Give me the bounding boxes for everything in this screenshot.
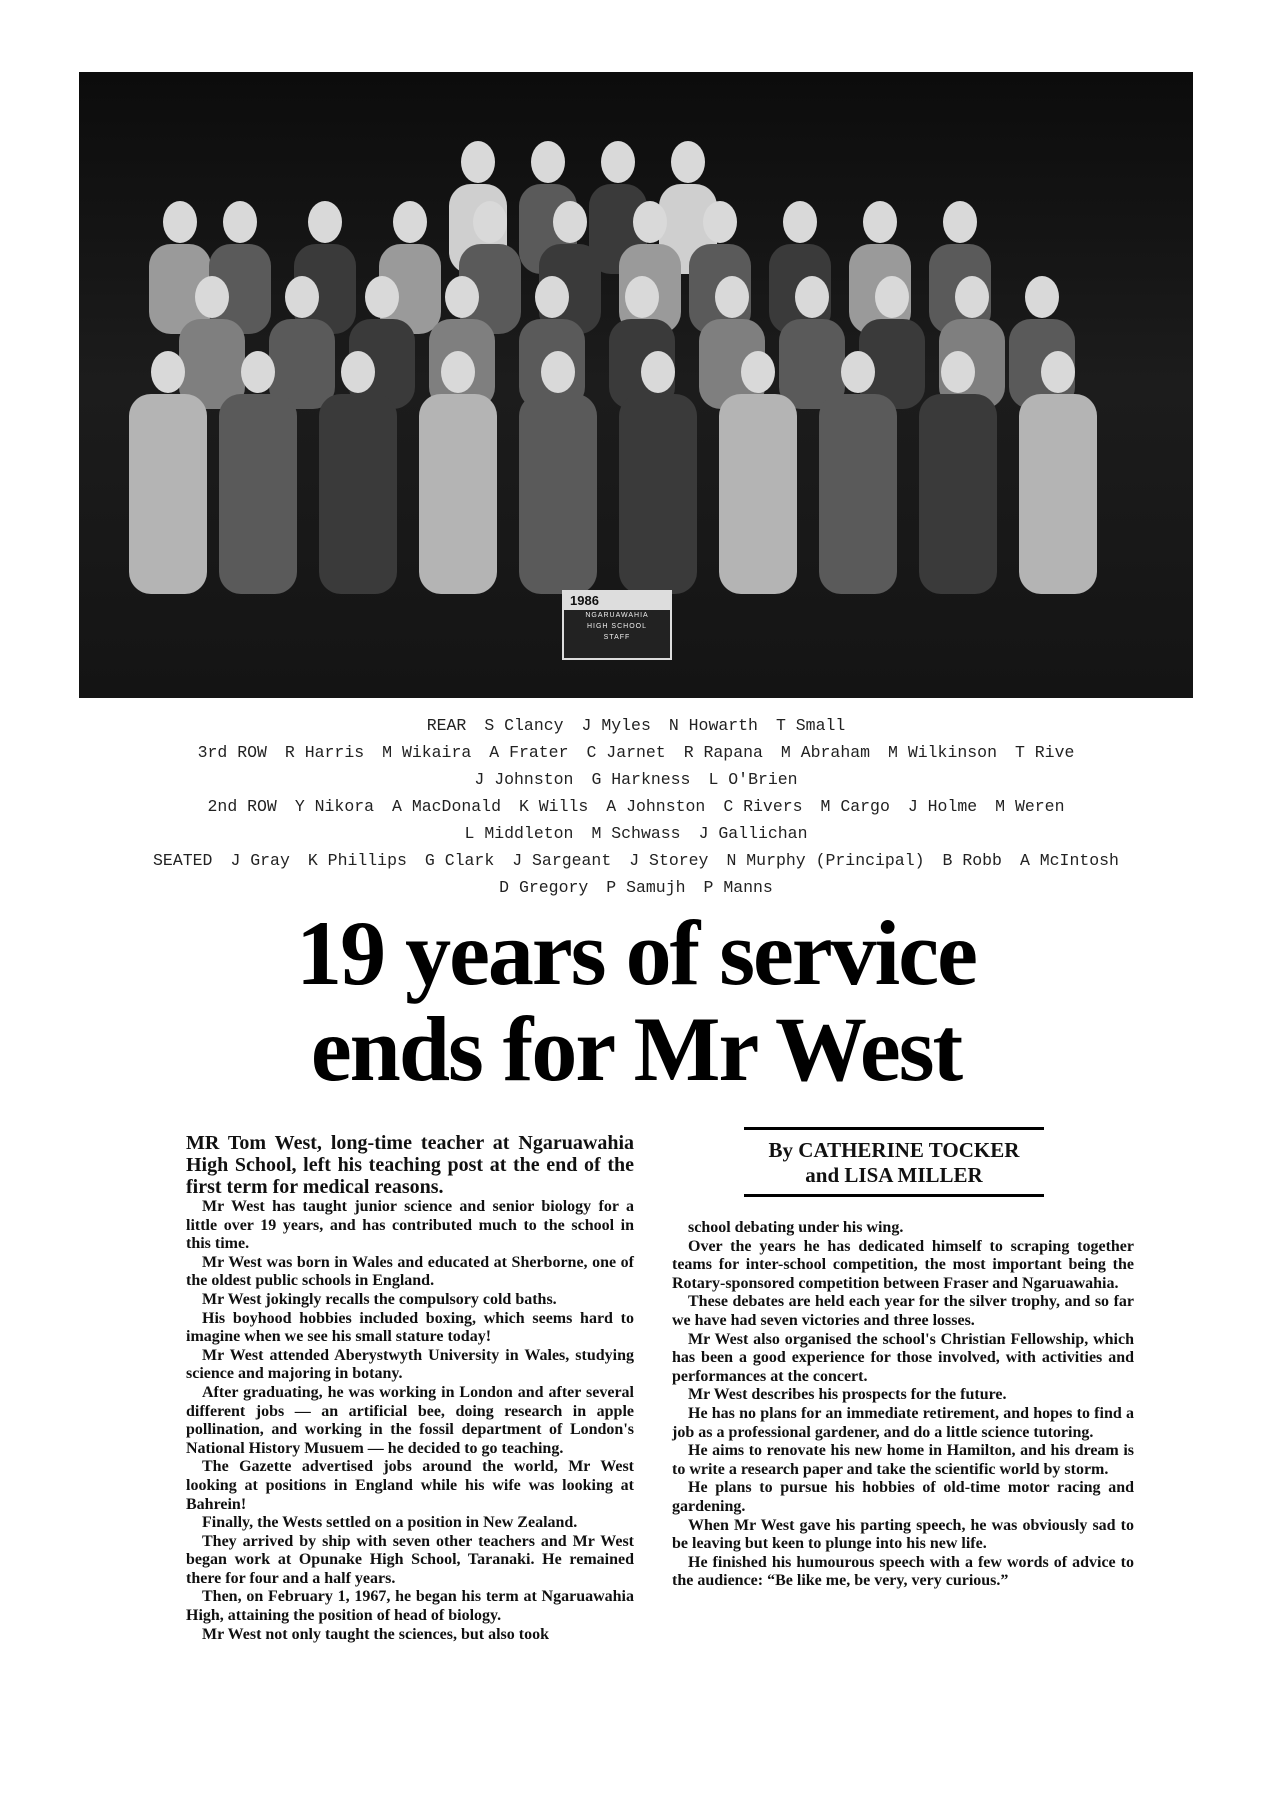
article-paragraph: After graduating, he was working in London and after several different jobs — an artificial bee, doing research in apple pollination, and working in the fossil department of London's National History Musuem — he decided to go teaching. — [186, 1383, 634, 1457]
caption-name: T Rive — [1014, 743, 1075, 762]
photo-person-head — [715, 276, 749, 318]
headline-line-1: 19 years of service — [296, 902, 976, 1004]
article-paragraph: Mr West also organised the school's Christian Fellowship, which has been a good experience for those involved, with activities and performances at the concert. — [672, 1330, 1134, 1385]
photo-person-head — [241, 351, 275, 393]
caption-name: J Sargeant — [512, 851, 612, 870]
photo-person-head — [633, 201, 667, 243]
article-paragraph: Then, on February 1, 1967, he began his term at Ngaruawahia High, attaining the position of head of biology. — [186, 1588, 634, 1625]
caption-name: J Johnston — [474, 770, 574, 789]
caption-name: Y Nikora — [294, 797, 375, 816]
photo-person-body — [419, 394, 497, 594]
caption-name: P Manns — [703, 878, 773, 897]
caption-name: C Rivers — [723, 797, 803, 816]
article-paragraph: He has no plans for an immediate retirement, and hopes to find a job as a professional gardener, and do a little science tutoring. — [672, 1404, 1134, 1441]
article-paragraph: Mr West attended Aberystwyth University in Wales, studying science and majoring in botany. — [186, 1346, 634, 1383]
caption-row — [60, 766, 1212, 793]
caption-name: G Clark — [424, 851, 495, 870]
photo-person-body — [1019, 394, 1097, 594]
caption-row — [60, 712, 1212, 739]
photo-person-head — [151, 351, 185, 393]
article-paragraph: Mr West has taught junior science and senior biology for a little over 19 years, and has contributed much to the school in this time. — [186, 1198, 634, 1253]
article-paragraph: His boyhood hobbies included boxing, which seems hard to imagine when we see his small stature today! — [186, 1309, 634, 1346]
photo-person-head — [365, 276, 399, 318]
caption-name: A Johnston — [606, 797, 706, 816]
caption-row-label: REAR — [426, 716, 467, 735]
caption-name: K Phillips — [307, 851, 407, 870]
photo-sign-line: NGARUAWAHIA — [585, 612, 649, 619]
photo-person-body — [619, 394, 697, 594]
photo-person-head — [783, 201, 817, 243]
caption-name: J Holme — [907, 797, 978, 816]
photo-person-head — [875, 276, 909, 318]
caption-name: R Harris — [284, 743, 365, 762]
caption-row-label: SEATED — [153, 851, 213, 870]
caption-name: G Harkness — [591, 770, 691, 789]
article-paragraph: school debating under his wing. — [688, 1219, 904, 1236]
article-column-1 — [186, 1132, 634, 1644]
caption-name: R Rapana — [683, 743, 763, 762]
headline — [90, 902, 1182, 1100]
photo-person-head — [671, 141, 705, 183]
caption-name: C Jarnet — [586, 743, 666, 762]
photo-person-head — [703, 201, 737, 243]
photo-person-head — [163, 201, 197, 243]
caption-name: D Gregory — [499, 878, 589, 897]
article-paragraph: He finished his humourous speech with a few words of advice to the audience: “Be like me, be very, very curious.” — [672, 1553, 1134, 1590]
caption-name: M Cargo — [820, 797, 890, 816]
caption-row — [60, 739, 1212, 766]
photo-person-head — [943, 201, 977, 243]
photo-person-head — [195, 276, 229, 318]
photo-person-head — [445, 276, 479, 318]
caption-name: L Middleton — [464, 824, 574, 843]
photo-person-head — [1041, 351, 1075, 393]
photo-person-head — [531, 141, 565, 183]
caption-name: M Weren — [995, 797, 1065, 816]
photo-person-head — [1025, 276, 1059, 318]
caption-name: P Samujh — [606, 878, 686, 897]
article-paragraph: Finally, the Wests settled on a position in New Zealand. — [202, 1514, 578, 1532]
caption-name: N Howarth — [668, 716, 758, 735]
caption-name: A McIntosh — [1019, 851, 1119, 870]
article-paragraph: Mr West describes his prospects for the future. — [688, 1386, 1007, 1404]
photo-person-head — [553, 201, 587, 243]
caption-name: A Frater — [489, 743, 569, 762]
caption-name: B Robb — [942, 851, 1002, 870]
caption-name: M Wilkinson — [888, 743, 997, 762]
photo-person-head — [341, 351, 375, 393]
photo-person-body — [519, 394, 597, 594]
article-paragraph: They arrived by ship with seven other teachers and Mr West began work at Opunake High School, Taranaki. He remained there for four and a half years. — [186, 1532, 634, 1587]
article-paragraph: Mr West not only taught the sciences, but also took — [202, 1625, 549, 1643]
article-paragraph: MR Tom West, long-time teacher at Ngaruawahia High School, left his teaching post at the end of the first term for medical reasons. — [186, 1132, 634, 1198]
photo-person-head — [535, 276, 569, 318]
caption-row — [60, 847, 1212, 874]
photo-person-head — [473, 201, 507, 243]
photo-person-head — [601, 141, 635, 183]
caption-name: J Gallichan — [698, 824, 808, 843]
photo-person-head — [741, 351, 775, 393]
photo-person-head — [308, 201, 342, 243]
article-paragraph: He plans to pursue his hobbies of old-time motor racing and gardening. — [672, 1479, 1134, 1515]
caption-name: S Clancy — [484, 716, 564, 735]
photo-sign-board — [562, 590, 672, 660]
byline — [744, 1127, 1044, 1197]
caption-name: T Small — [775, 716, 846, 735]
caption-name: N Murphy (Principal) — [726, 851, 925, 870]
photo-person-body — [319, 394, 397, 594]
photo-person-head — [285, 276, 319, 318]
photo-person-body — [919, 394, 997, 594]
staff-group-photo — [79, 72, 1193, 698]
caption-name: M Abraham — [780, 743, 871, 762]
caption-row-label: 2nd ROW — [207, 797, 277, 816]
article-column-2 — [672, 1219, 1134, 1591]
photo-person-body — [219, 394, 297, 594]
caption-row — [60, 820, 1212, 847]
caption-row — [60, 793, 1212, 820]
caption-name: J Storey — [629, 851, 709, 870]
article-paragraph: When Mr West gave his parting speech, he was obviously sad to be leaving but keen to plunge into his new life. — [672, 1516, 1134, 1553]
photo-sign-line: STAFF — [603, 634, 631, 641]
photo-caption — [60, 712, 1212, 901]
article-paragraph: Mr West jokingly recalls the compulsory cold baths. — [202, 1290, 557, 1308]
photo-person-head — [641, 351, 675, 393]
caption-name: M Schwass — [591, 824, 681, 843]
caption-name: J Gray — [230, 851, 290, 870]
article-paragraph: These debates are held each year for the silver trophy, and so far we have had seven victories and three losses. — [672, 1293, 1134, 1329]
photo-person-head — [841, 351, 875, 393]
photo-person-body — [719, 394, 797, 594]
photo-person-head — [795, 276, 829, 318]
caption-name: A MacDonald — [392, 797, 501, 816]
byline-line-2: and LISA MILLER — [805, 1163, 983, 1187]
photo-person-head — [541, 351, 575, 393]
caption-name: K Wills — [518, 797, 589, 816]
article-paragraph: Over the years he has dedicated himself to scraping together teams for inter-school competition, the most important being the Rotary-sponsored competition between Fraser and Ngaruawahia. — [672, 1237, 1134, 1292]
caption-name: J Myles — [581, 716, 651, 735]
photo-person-head — [941, 351, 975, 393]
photo-sign-line: HIGH SCHOOL — [586, 623, 647, 630]
caption-row-label: 3rd ROW — [197, 743, 267, 762]
photo-person-body — [129, 394, 207, 594]
caption-name: L O'Brien — [708, 770, 798, 789]
article-paragraph: Mr West was born in Wales and educated at Sherborne, one of the oldest public schools in England. — [186, 1253, 634, 1290]
photo-person-head — [461, 141, 495, 183]
photo-person-head — [393, 201, 427, 243]
byline-line-1: By CATHERINE TOCKER — [768, 1138, 1020, 1162]
photo-person-body — [819, 394, 897, 594]
photo-person-head — [625, 276, 659, 318]
photo-person-head — [223, 201, 257, 243]
photo-sign-year: 1986 — [564, 592, 670, 610]
caption-name: M Wikaira — [382, 743, 472, 762]
headline-line-2: ends for Mr West — [310, 998, 962, 1100]
article-paragraph: He aims to renovate his new home in Hamilton, and his dream is to write a research paper and take the scientific world by storm. — [672, 1442, 1134, 1478]
photo-person-head — [441, 351, 475, 393]
photo-person-head — [863, 201, 897, 243]
article-paragraph: The Gazette advertised jobs around the world, Mr West looking at positions in England while his wife was looking at Bahrein! — [186, 1458, 634, 1513]
photo-person-head — [955, 276, 989, 318]
caption-row — [60, 874, 1212, 901]
